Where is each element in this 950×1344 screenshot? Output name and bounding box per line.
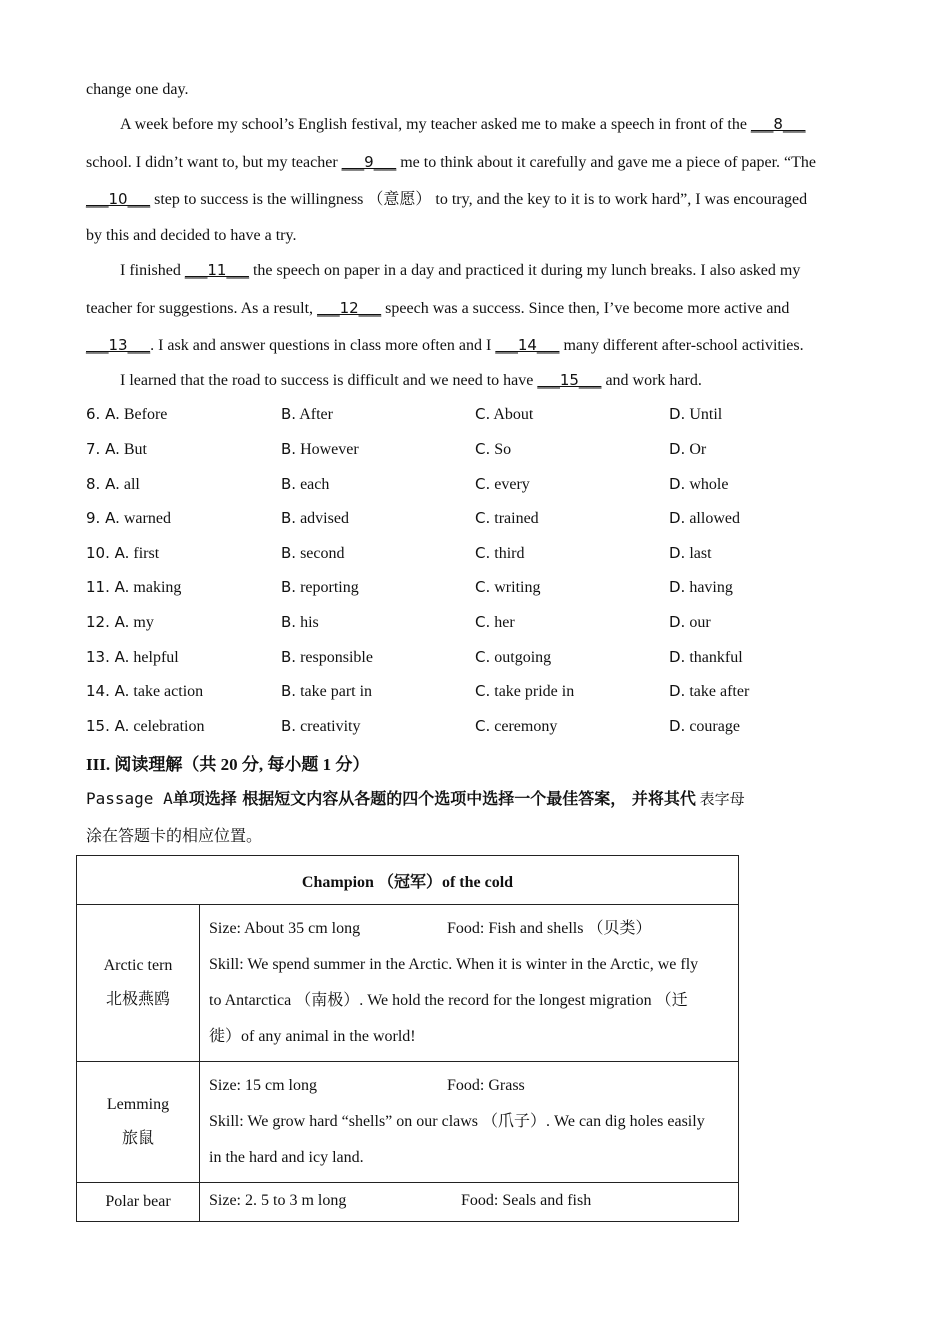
option-c: C. third (475, 544, 525, 562)
blank-14: ___14___ (495, 336, 560, 354)
blank-12: ___12___ (317, 299, 382, 317)
option-c: C. writing (475, 578, 541, 596)
question-row (86, 717, 866, 739)
question-row (86, 440, 866, 462)
option-c: C. take pride in (475, 682, 575, 700)
option-d: D. our (669, 613, 711, 631)
question-row (86, 509, 866, 531)
option-b: B. advised (281, 509, 349, 527)
table-row (77, 905, 739, 1062)
blank-9: ___9___ (341, 153, 397, 171)
option-d: D. allowed (669, 509, 740, 527)
passage-line: I learned that the road to success is difficult and we need to have ___15___ and work hard. (120, 371, 702, 389)
option-d: D. courage (669, 717, 740, 735)
passage-instruction-cont: 涂在答题卡的相应位置。 (86, 828, 263, 845)
passage-line: ___10___ step to success is the willingness （意愿） to try, and the key to it is to work hard”, I was encouraged (86, 190, 808, 208)
passage-line: A week before my school’s English festival, my teacher asked me to make a speech in front of the ___8___ (120, 115, 806, 133)
option-a: 10. A. first (86, 544, 160, 562)
question-row (86, 405, 866, 427)
passage-line: school. I didn’t want to, but my teacher ___9___ me to think about it carefully and gave me a piece of paper. “The (86, 153, 817, 171)
option-a: 6. A. Before (86, 405, 168, 423)
section-title: III. 阅读理解（共 20 分, 每小题 1 分） (86, 755, 370, 774)
passage-line: by this and decided to have a try. (86, 227, 297, 244)
option-d: D. thankful (669, 648, 743, 666)
option-a: 7. A. But (86, 440, 147, 458)
passage-line: I finished ___11___ the speech on paper in a day and practiced it during my lunch breaks. I also asked my (120, 261, 801, 279)
option-a: 9. A. warned (86, 509, 171, 527)
option-b: B. responsible (281, 648, 373, 666)
question-row (86, 544, 866, 566)
question-row (86, 578, 866, 600)
option-a: 14. A. take action (86, 682, 204, 700)
option-d: D. take after (669, 682, 750, 700)
option-c: C. outgoing (475, 648, 552, 666)
animal-table (76, 855, 739, 1222)
option-d: D. whole (669, 475, 729, 493)
blank-13: ___13___ (86, 336, 151, 354)
option-a: 8. A. all (86, 475, 140, 493)
option-b: B. However (281, 440, 359, 458)
blank-15: ___15___ (537, 371, 602, 389)
option-b: B. reporting (281, 578, 359, 596)
option-a: 12. A. my (86, 613, 154, 631)
option-b: B. his (281, 613, 319, 631)
table-row (77, 1183, 739, 1222)
option-c: C. trained (475, 509, 539, 527)
option-b: B. After (281, 405, 333, 423)
option-d: D. Or (669, 440, 707, 458)
animal-name: Lemming 旅鼠 (77, 1062, 200, 1183)
option-c: C. About (475, 405, 534, 423)
option-d: D. last (669, 544, 712, 562)
question-row (86, 648, 866, 670)
animal-info: Size: 2. 5 to 3 m long Food: Seals and fish (200, 1183, 739, 1222)
option-a: 15. A. celebration (86, 717, 205, 735)
option-c: C. ceremony (475, 717, 558, 735)
blank-10: ___10___ (86, 190, 151, 208)
animal-info: Size: About 35 cm long Food: Fish and shells （贝类） Skill: We spend summer in the Arctic. When it is winter in the Arctic, we fly to Antarctica （南极）. We hold the record for the longest migration （迁 徙）of any animal in the world! (200, 905, 739, 1062)
passage-instruction: Passage A单项选择 根据短文内容从各题的四个选项中选择一个最佳答案， 并将其代 表字母 (86, 789, 745, 808)
animal-info: Size: 15 cm long Food: Grass Skill: We grow hard “shells” on our claws （爪子）. We can dig holes easily in the hard and icy land. (200, 1062, 739, 1183)
option-b: B. each (281, 475, 330, 493)
question-row (86, 613, 866, 635)
animal-name: Polar bear (77, 1183, 200, 1222)
animal-name: Arctic tern 北极燕鸥 (77, 905, 200, 1062)
passage-line: teacher for suggestions. As a result, ___12___ speech was a success. Since then, I’ve become more active and (86, 299, 790, 317)
option-b: B. creativity (281, 717, 361, 735)
option-d: D. having (669, 578, 733, 596)
passage-line: change one day. (86, 81, 189, 98)
option-b: B. second (281, 544, 345, 562)
option-c: C. her (475, 613, 515, 631)
blank-8: ___8___ (750, 115, 806, 133)
option-c: C. every (475, 475, 530, 493)
passage-line: ___13___. I ask and answer questions in class more often and I ___14___ many different after-school activities. (86, 336, 804, 354)
question-row (86, 475, 866, 497)
option-a: 13. A. helpful (86, 648, 179, 666)
option-d: D. Until (669, 405, 723, 423)
option-b: B. take part in (281, 682, 373, 700)
option-a: 11. A. making (86, 578, 182, 596)
table-row (77, 1062, 739, 1183)
question-row (86, 682, 866, 704)
blank-11: ___11___ (184, 261, 249, 279)
table-title: Champion （冠军）of the cold (77, 856, 739, 905)
option-c: C. So (475, 440, 512, 458)
